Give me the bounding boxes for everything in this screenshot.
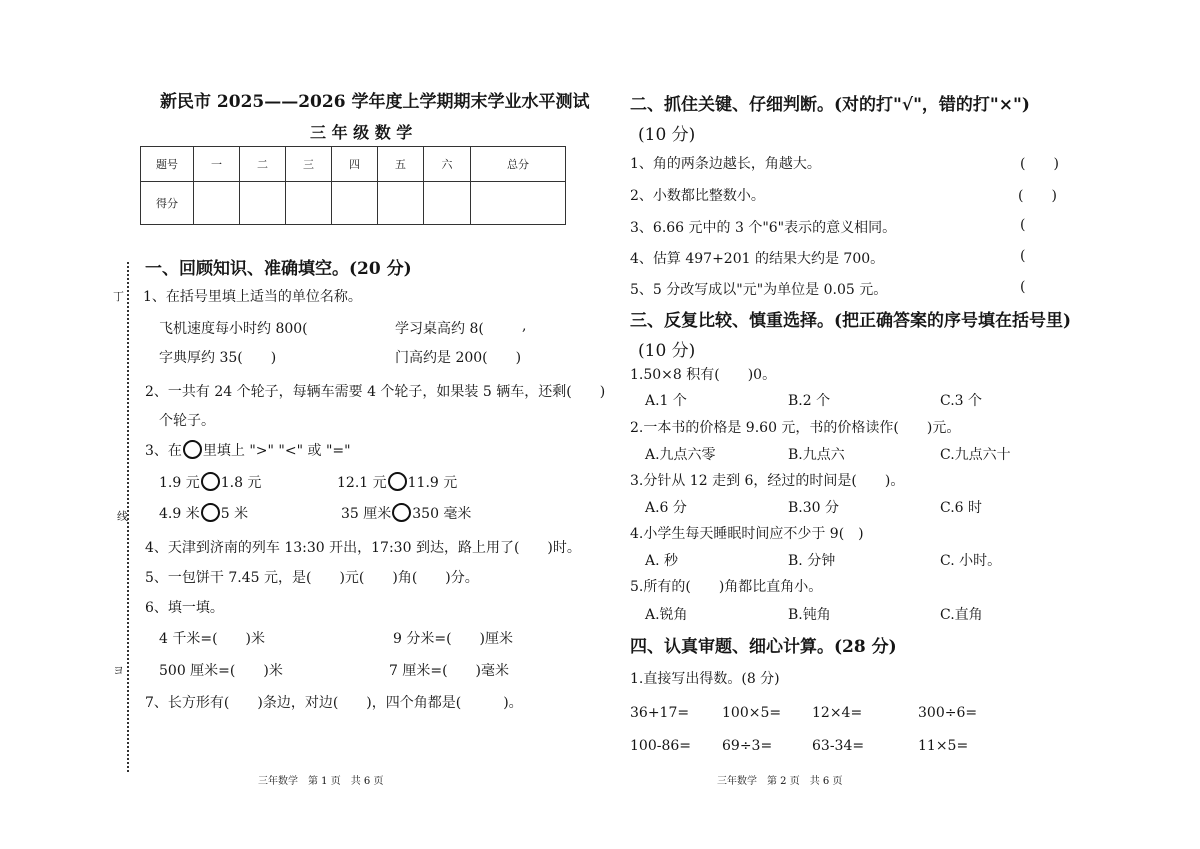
score-cell (286, 182, 332, 225)
q1-3a (159, 472, 261, 492)
choice-q1-b[interactable]: B.2 个 (788, 393, 831, 409)
calc-r2-c2[interactable]: 69÷3= (722, 738, 773, 754)
exam-title: 新民市 2025——2026 学年度上学期期末学业水平测试 (160, 92, 590, 112)
q1-3b-right: 11.9 元 (407, 475, 458, 491)
calc-q1-prompt: 1.直接写出得数。(8 分) (630, 671, 780, 687)
compare-circle-icon (183, 440, 202, 459)
choice-q4: 4.小学生每天睡眠时间应不少于 9( ) (630, 526, 864, 542)
section-2-points: (10 分) (638, 125, 696, 145)
q1-3d-left: 35 厘米 (341, 506, 392, 522)
section-2-heading: 二、抓住关键、仔细判断。(对的打"√"，错的打"×") (630, 95, 1030, 115)
q1-3-prompt (145, 440, 351, 460)
choice-q3-c[interactable]: C.6 时 (940, 500, 983, 516)
choice-q1-a[interactable]: A.1 个 (645, 393, 687, 409)
score-row-label: 得分 (141, 182, 194, 225)
choice-q5-c[interactable]: C.直角 (940, 607, 983, 623)
page-1-footer: 三年数学 第 1 页 共 6 页 (258, 776, 384, 787)
q1-3a-left: 1.9 元 (159, 475, 200, 491)
choice-q4-a[interactable]: A. 秒 (645, 553, 679, 569)
q1-2-line1: 2、一共有 24 个轮子，每辆车需要 4 个轮子，如果装 5 辆车，还剩( ) (145, 384, 606, 400)
score-cell (424, 182, 471, 225)
q1-6c: 500 厘米=( )米 (159, 663, 283, 679)
score-table (140, 146, 566, 225)
score-col-5: 五 (378, 147, 424, 182)
calc-r1-c4[interactable]: 300÷6= (918, 705, 978, 721)
score-col-3: 三 (286, 147, 332, 182)
calc-r2-c4[interactable]: 11×5= (918, 738, 969, 754)
calc-r1-c1[interactable]: 36+17= (630, 705, 690, 721)
judge-item-1: 1、角的两条边越长，角越大。 (630, 156, 821, 172)
q1-1a: 飞机速度每小时约 800( (159, 321, 308, 337)
choice-q4-c[interactable]: C. 小时。 (940, 553, 1002, 569)
q1-1b-tail: , (522, 318, 527, 334)
score-col-4: 四 (332, 147, 378, 182)
calc-r2-c3[interactable]: 63-34= (812, 738, 865, 754)
gutter-mark-top: 丁 (113, 290, 124, 303)
q1-3-post: 里填上 ">" "<" 或 "=" (202, 443, 351, 459)
gutter-mark-bottom: ヨ (113, 664, 124, 677)
q1-4: 4、天津到济南的列车 13:30 开出，17:30 到达，路上用了( )时。 (145, 540, 581, 556)
judge-item-2: 2、小数都比整数小。 (630, 188, 765, 204)
judge-item-5: 5、5 分改写成以"元"为单位是 0.05 元。 (630, 282, 888, 298)
section-3-heading: 三、反复比较、慎重选择。(把正确答案的序号填在括号里) (630, 311, 1072, 331)
section-1-heading: 一、回顾知识、准确填空。(20 分) (145, 259, 412, 279)
score-cell (378, 182, 424, 225)
score-col-6: 六 (424, 147, 471, 182)
q1-5: 5、一包饼干 7.45 元，是( )元( )角( )分。 (145, 570, 479, 586)
score-cell (471, 182, 566, 225)
judge-paren-2[interactable]: ( ) (1018, 188, 1057, 204)
choice-q4-b[interactable]: B. 分钟 (788, 553, 836, 569)
calc-r1-c2[interactable]: 100×5= (722, 705, 782, 721)
q1-1-prompt: 1、在括号里填上适当的单位名称。 (143, 289, 362, 305)
score-col-1: 一 (194, 147, 240, 182)
choice-q2-a[interactable]: A.九点六零 (645, 447, 716, 463)
choice-q2-b[interactable]: B.九点六 (788, 447, 845, 463)
score-table-score-row (141, 182, 566, 225)
q1-3c-right: 5 米 (220, 506, 249, 522)
q1-3d-right: 350 毫米 (412, 506, 472, 522)
choice-q5-a[interactable]: A.锐角 (645, 607, 688, 623)
score-cell (332, 182, 378, 225)
choice-q3-a[interactable]: A.6 分 (645, 500, 687, 516)
compare-circle-icon[interactable] (392, 503, 411, 522)
section-4-heading: 四、认真审题、细心计算。(28 分) (630, 637, 897, 657)
compare-circle-icon[interactable] (201, 472, 220, 491)
judge-paren-4[interactable]: ( (1020, 248, 1026, 264)
gutter-mark-line: 线 (117, 510, 128, 523)
q1-3-pre: 3、在 (145, 443, 182, 459)
q1-3a-right: 1.8 元 (220, 475, 262, 491)
compare-circle-icon[interactable] (388, 472, 407, 491)
score-col-total: 总分 (471, 147, 566, 182)
calc-r2-c1[interactable]: 100-86= (630, 738, 691, 754)
q1-1b: 学习桌高约 8( (395, 321, 484, 337)
score-cell (194, 182, 240, 225)
page-2-footer: 三年数学 第 2 页 共 6 页 (717, 776, 843, 787)
q1-6b: 9 分米=( )厘米 (393, 631, 514, 647)
q1-3b (337, 472, 457, 492)
compare-circle-icon[interactable] (201, 503, 220, 522)
judge-item-4: 4、估算 497+201 的结果大约是 700。 (630, 251, 885, 267)
choice-q3: 3.分针从 12 走到 6，经过的时间是( )。 (630, 473, 905, 489)
q1-1c: 字典厚约 35( ) (159, 350, 277, 366)
choice-q3-b[interactable]: B.30 分 (788, 500, 840, 516)
section-3-points: (10 分) (638, 341, 696, 361)
exam-subtitle: 三 年 级 数 学 (310, 123, 413, 142)
choice-q2: 2.一本书的价格是 9.60 元，书的价格读作( )元。 (630, 420, 961, 436)
q1-2-line2: 个轮子。 (159, 413, 215, 429)
q1-3d (341, 503, 471, 523)
judge-paren-1[interactable]: ( ) (1020, 156, 1059, 172)
score-col-2: 二 (240, 147, 286, 182)
q1-6d: 7 厘米=( )毫米 (389, 663, 510, 679)
q1-1d: 门高约是 200( ) (395, 350, 522, 366)
q1-7: 7、长方形有( )条边，对边( )，四个角都是( )。 (145, 695, 523, 711)
q1-6a: 4 千米=( )米 (159, 631, 266, 647)
choice-q5: 5.所有的( )角都比直角小。 (630, 579, 823, 595)
choice-q5-b[interactable]: B.钝角 (788, 607, 831, 623)
judge-item-3: 3、6.66 元中的 3 个"6"表示的意义相同。 (630, 220, 897, 236)
score-col-label: 题号 (141, 147, 194, 182)
choice-q1-c[interactable]: C.3 个 (940, 393, 983, 409)
q1-3c (159, 503, 248, 523)
q1-6-prompt: 6、填一填。 (145, 600, 224, 616)
q1-3c-left: 4.9 米 (159, 506, 200, 522)
choice-q1: 1.50×8 积有( )0。 (630, 367, 777, 383)
q1-3b-left: 12.1 元 (337, 475, 387, 491)
score-cell (240, 182, 286, 225)
judge-paren-3[interactable]: ( (1020, 217, 1026, 233)
judge-paren-5[interactable]: ( (1020, 279, 1026, 295)
choice-q2-c[interactable]: C.九点六十 (940, 447, 1011, 463)
score-table-header-row (141, 147, 566, 182)
calc-r1-c3[interactable]: 12×4= (812, 705, 863, 721)
